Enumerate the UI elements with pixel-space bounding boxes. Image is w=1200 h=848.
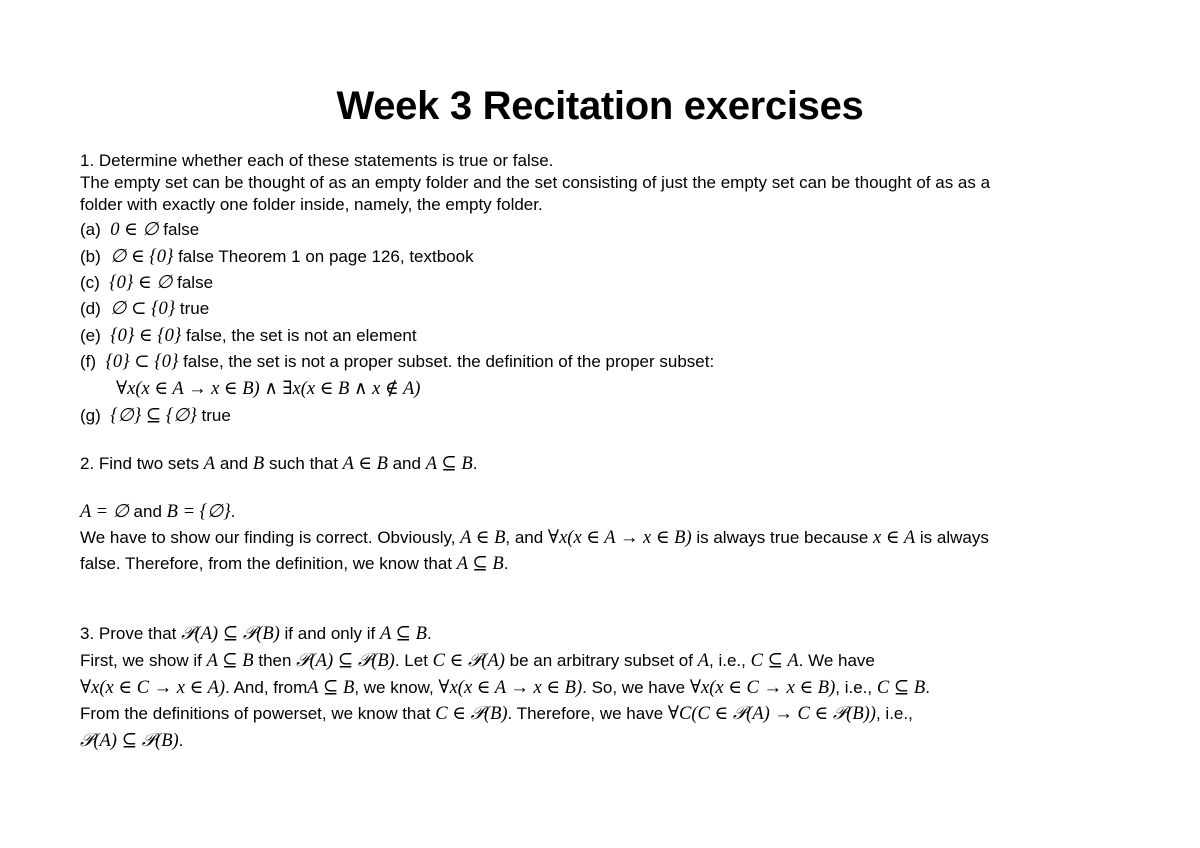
- text: and: [215, 454, 253, 473]
- text: 2. Find two sets: [80, 454, 204, 473]
- math: 𝒫(A) ⊆ 𝒫(B): [181, 624, 280, 644]
- math: ∀x(x ∈ C → x ∈ A): [80, 678, 226, 698]
- q1-item-a: [80, 219, 199, 241]
- math: ∀x(x ∈ C → x ∈ B): [689, 678, 836, 698]
- text: is always true because: [691, 528, 874, 547]
- math: C ∈ 𝒫(A): [432, 651, 505, 671]
- item-label: (a): [80, 220, 101, 239]
- math: A ⊆ B: [307, 678, 355, 698]
- q1-item-f: [80, 351, 714, 373]
- math: ∀x(x ∈ A → x ∈ B): [547, 528, 692, 548]
- item-answer: false: [177, 273, 214, 292]
- math: A ∈ B: [342, 454, 388, 474]
- item-math: {0} ∈ ∅: [109, 273, 173, 293]
- formula-math: ∀x(x ∈ A → x ∈ B) ∧ ∃x(x ∈ B ∧ x ∉ A): [116, 379, 421, 399]
- text: First, we show if: [80, 651, 207, 670]
- q3-proof-line-4: [80, 730, 183, 752]
- item-label: (f): [80, 352, 97, 371]
- text: . We have: [798, 651, 875, 670]
- text: .: [472, 454, 478, 473]
- text: From the definitions of powerset, we know that: [80, 704, 436, 723]
- item-answer: true: [179, 299, 210, 318]
- text: . So, we have: [582, 678, 690, 697]
- text: .: [427, 624, 432, 643]
- math: 𝒫(A) ⊆ 𝒫(B): [296, 651, 395, 671]
- math: C ⊆ A: [750, 651, 799, 671]
- text: such that: [264, 454, 343, 473]
- item-label: (b): [80, 247, 101, 266]
- item-math: ∅ ∈ {0}: [110, 247, 174, 267]
- q3-proof-line-2: [80, 677, 930, 699]
- text: be an arbitrary subset of: [504, 651, 698, 670]
- math: A ⊆ B: [425, 454, 473, 474]
- text: . And, from: [225, 678, 308, 697]
- q3-proof-line-3: [80, 703, 913, 725]
- text: We have to show our finding is correct. Obviously,: [80, 528, 461, 547]
- proper-subset-formula: [116, 378, 420, 400]
- text: , i.e.,: [835, 678, 877, 697]
- text: is always: [915, 528, 989, 547]
- math: ∀C(C ∈ 𝒫(A) → C ∈ 𝒫(B)): [667, 704, 876, 724]
- q1-intro-line-1: The empty set can be thought of as an empty folder and the set consisting of just the empty set can be thought of as as a: [80, 173, 991, 192]
- math: A ⊆ B: [456, 554, 504, 574]
- item-answer: false: [163, 220, 200, 239]
- text: .: [230, 502, 236, 521]
- math: A: [697, 651, 709, 671]
- math: B: [252, 454, 265, 474]
- q1-item-e: [80, 325, 417, 347]
- q1-item-d: [80, 298, 209, 320]
- math: ∀x(x ∈ A → x ∈ B): [438, 678, 583, 698]
- page-title: Week 3 Recitation exercises: [336, 84, 864, 128]
- q2-proof-line-2: [80, 553, 508, 575]
- text: , i.e.,: [709, 651, 751, 670]
- q3-proof-line-1: [80, 650, 875, 672]
- math: x ∈ A: [873, 528, 916, 548]
- q1-item-g: [80, 405, 231, 427]
- item-math: {0} ∈ {0}: [110, 326, 182, 346]
- item-label: (g): [80, 406, 101, 425]
- text: .: [178, 731, 184, 750]
- item-math: {∅} ⊆ {∅}: [110, 406, 197, 426]
- item-math: 0 ∈ ∅: [110, 220, 159, 240]
- math: A = ∅: [80, 502, 129, 522]
- text: .: [503, 554, 509, 573]
- math: A ⊆ B: [379, 624, 427, 644]
- math: C ∈ 𝒫(B): [435, 704, 508, 724]
- q1-item-c: [80, 272, 213, 294]
- text: , and: [505, 528, 548, 547]
- item-math: ∅ ⊂ {0}: [110, 299, 176, 319]
- item-answer: true: [201, 406, 231, 425]
- math: A ∈ B: [460, 528, 506, 548]
- text: if and only if: [279, 624, 380, 643]
- q2-answer: [80, 501, 235, 523]
- q1-item-b: [80, 246, 474, 268]
- math: A ⊆ B: [206, 651, 254, 671]
- item-label: (c): [80, 273, 100, 292]
- text: 3. Prove that: [80, 624, 182, 643]
- text: . Let: [394, 651, 433, 670]
- item-answer: false, the set is not a proper subset. the definition of the proper subset:: [183, 352, 715, 371]
- text: . Therefore, we have: [507, 704, 668, 723]
- q2-heading: [80, 453, 477, 475]
- q1-lead: 1. Determine whether each of these statements is true or false.: [80, 151, 554, 170]
- text: and: [128, 502, 167, 521]
- math: C ⊆ B: [876, 678, 926, 698]
- q3-heading: [80, 623, 432, 645]
- q1-intro-line-2: folder with exactly one folder inside, namely, the empty folder.: [80, 195, 543, 214]
- math: B = {∅}: [166, 502, 231, 522]
- text: , we know,: [354, 678, 439, 697]
- text: and: [387, 454, 426, 473]
- text: .: [925, 678, 930, 697]
- item-label: (d): [80, 299, 101, 318]
- text: , i.e.,: [875, 704, 913, 723]
- item-answer: false Theorem 1 on page 126, textbook: [178, 247, 474, 266]
- text: then: [253, 651, 297, 670]
- item-math: {0} ⊂ {0}: [105, 352, 179, 372]
- item-answer: false, the set is not an element: [186, 326, 417, 345]
- item-label: (e): [80, 326, 101, 345]
- q2-proof-line-1: [80, 527, 989, 549]
- math: 𝒫(A) ⊆ 𝒫(B): [80, 731, 179, 751]
- math: A: [203, 454, 216, 474]
- text: false. Therefore, from the definition, we know that: [80, 554, 457, 573]
